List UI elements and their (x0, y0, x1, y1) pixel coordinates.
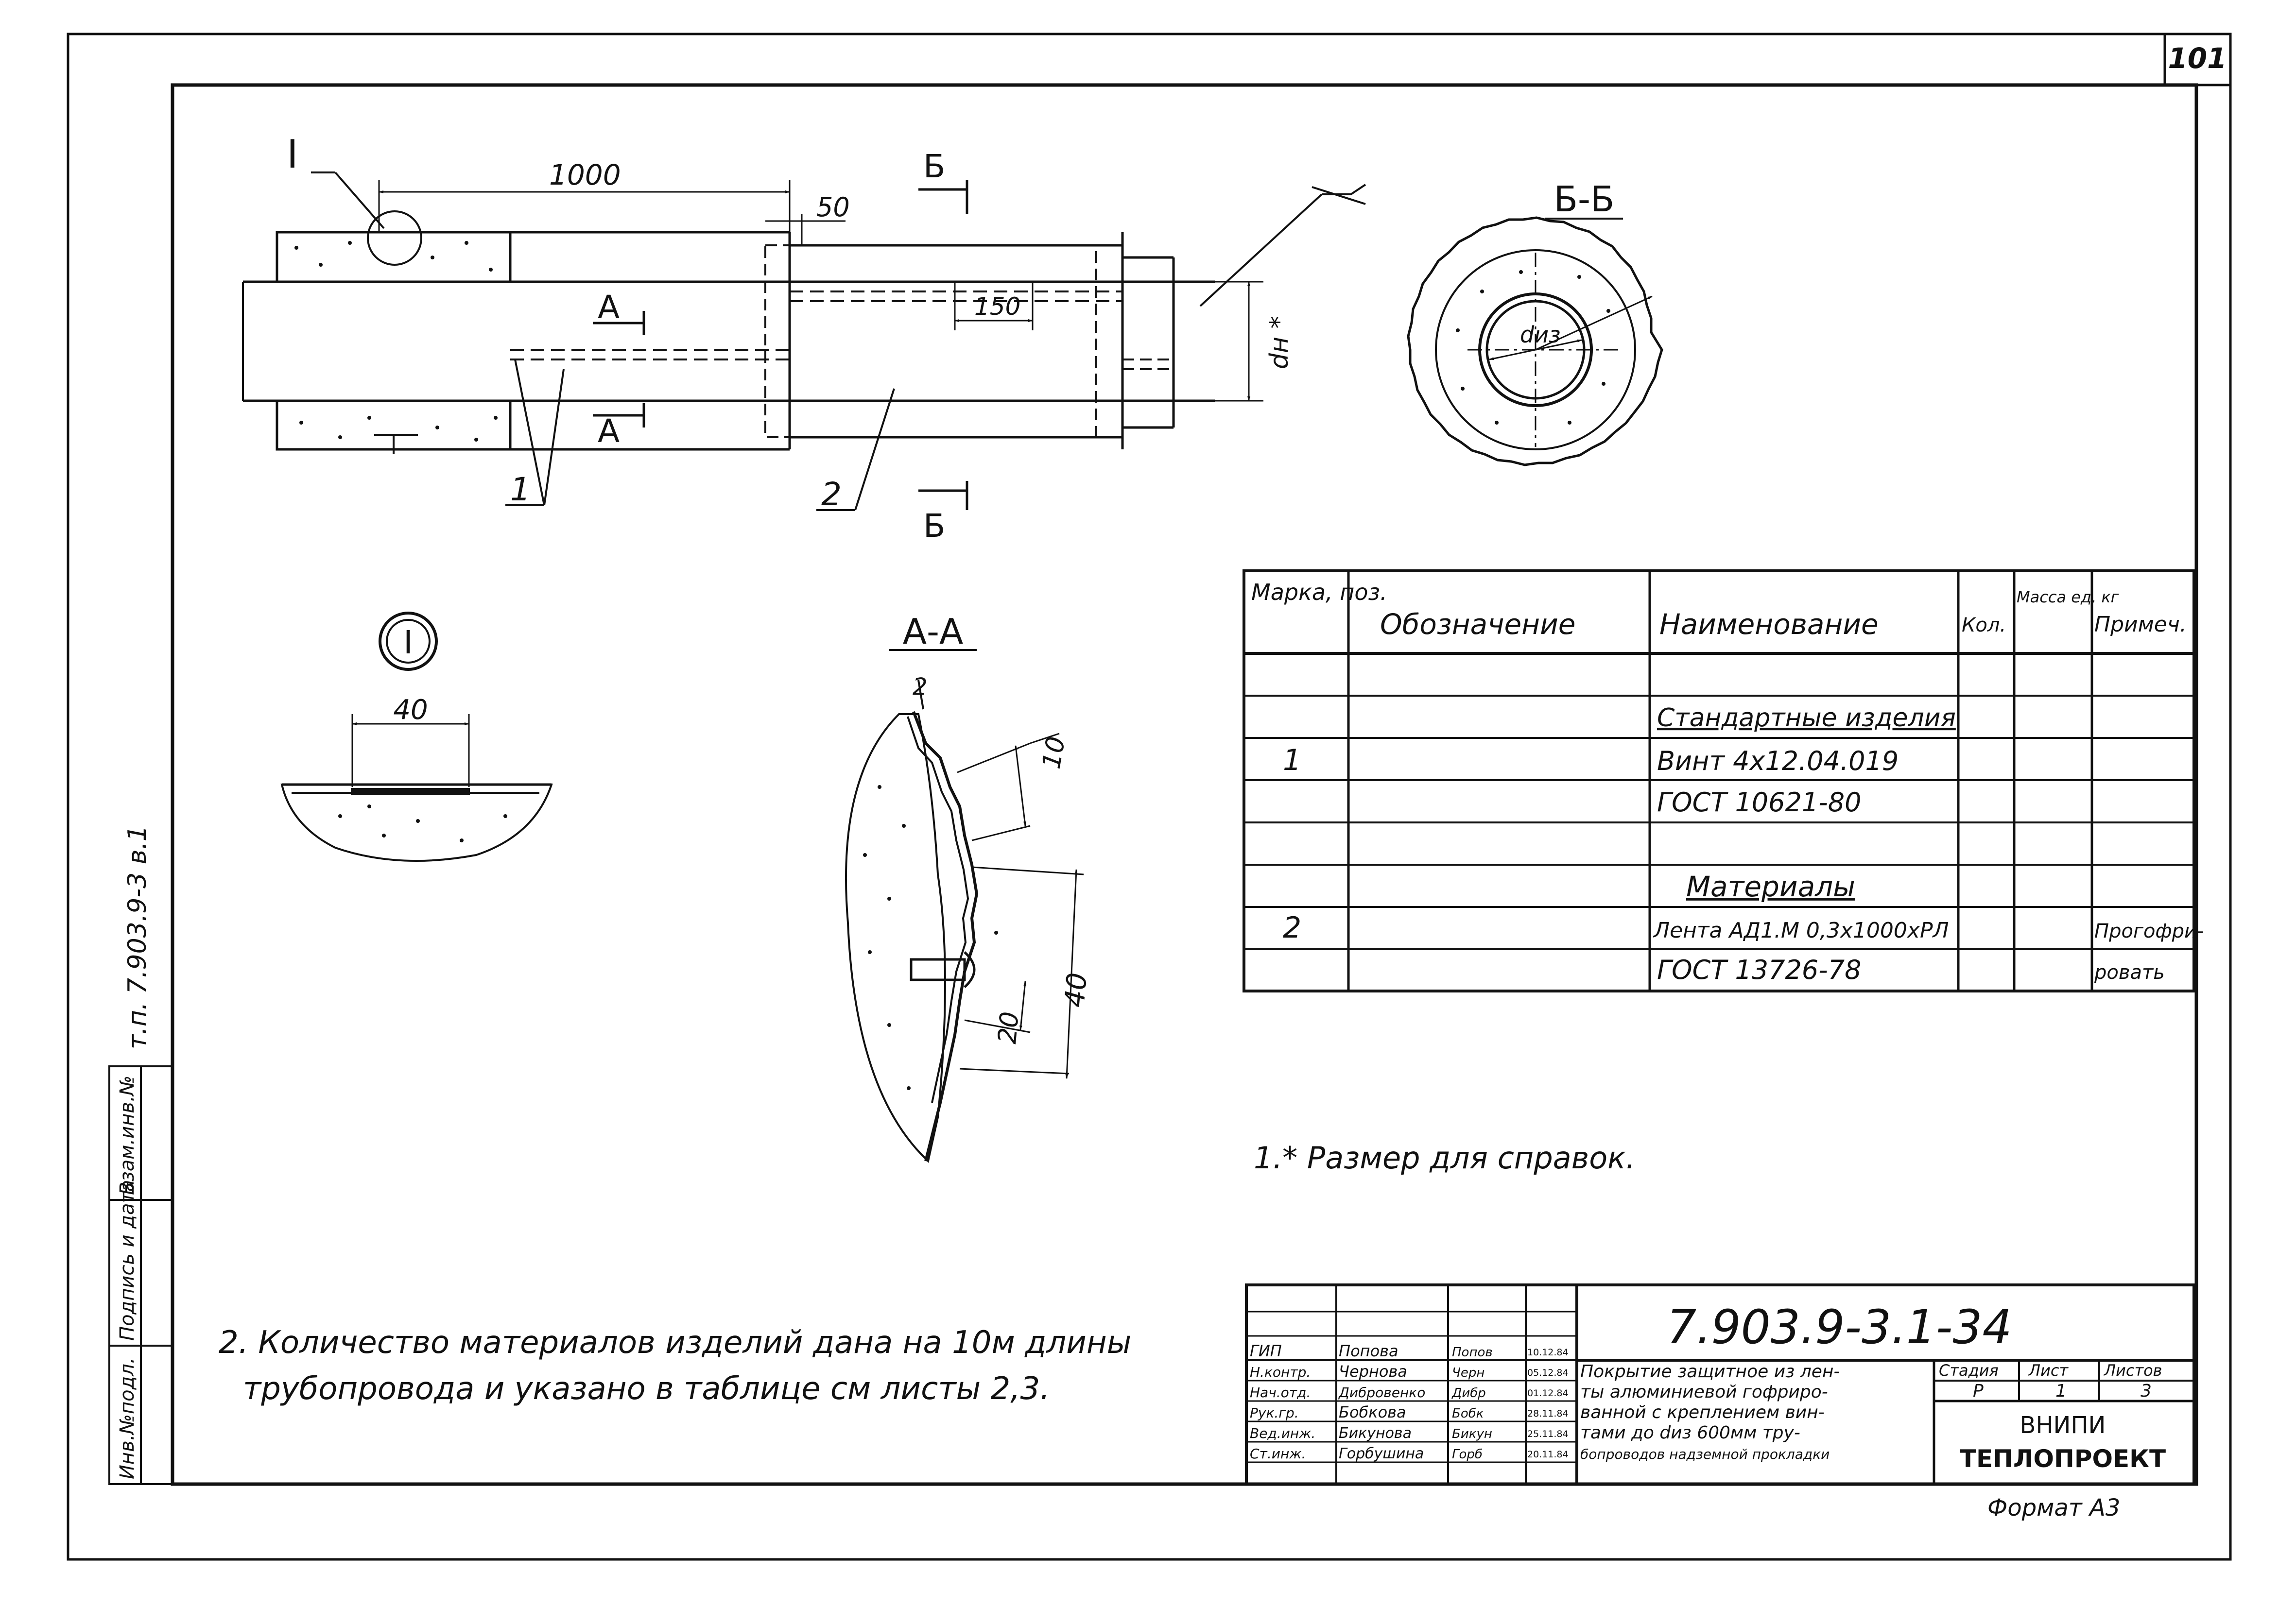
title-line: ванной с креплением вин- (1580, 1402, 1825, 1422)
date: 28.11.84 (1527, 1408, 1569, 1419)
spec-table-body (1283, 703, 2204, 985)
table-row: Стандартные изделия (1657, 703, 1956, 733)
table-row: Материалы (1686, 870, 1855, 903)
date: 20.11.84 (1527, 1449, 1569, 1460)
format-label: Формат А3 (1987, 1494, 2121, 1522)
role: Рук.гр. (1250, 1405, 1299, 1421)
sheet-value: 1 (2055, 1381, 2067, 1401)
table-row-note: ровать (2094, 961, 2165, 984)
side-label-sign: Подпись и дата (116, 1180, 138, 1341)
doc-code: 7.903.9-3.1-34 (1667, 1300, 2012, 1354)
table-row: Винт 4x12.04.019 (1657, 746, 1899, 776)
section-bb-title: Б-Б (1554, 179, 1615, 220)
side-label-inv: Инв.№подл. (116, 1357, 138, 1479)
insulation-speckles (294, 241, 498, 442)
table-row: Лента АД1.М 0,3x1000xРЛ (1654, 918, 1949, 943)
note-1: 1.* Размер для справок. (1254, 1140, 1636, 1176)
person-name: Горбушина (1339, 1445, 1424, 1462)
title-line: Покрытие защитное из лен- (1580, 1362, 1840, 1382)
header-mark: Марка, поз. (1251, 579, 1387, 605)
date: 05.12.84 (1527, 1368, 1569, 1378)
section-aa-pos-2: 2 (913, 673, 928, 701)
table-row-mark: 1 (1283, 743, 1302, 777)
role: Ст.инж. (1250, 1446, 1306, 1462)
title-line: тами до dиз 600мм тру- (1580, 1423, 1800, 1443)
dim-1000: 1000 (549, 158, 621, 191)
section-aa-title: А-А (902, 611, 964, 652)
role: ГИП (1250, 1342, 1282, 1360)
spec-table-header (1251, 579, 2187, 641)
header-qty: Кол. (1962, 614, 2006, 636)
org-line-2: ТЕПЛОПРОЕКТ (1959, 1445, 2166, 1473)
detail-i-dim-40: 40 (393, 694, 428, 726)
date: 01.12.84 (1527, 1388, 1569, 1399)
title-line: бопроводов надземной прокладки (1580, 1446, 1830, 1462)
table-row-note: Прогофри- (2094, 920, 2204, 942)
role: Нач.отд. (1250, 1385, 1311, 1401)
detail-i-marker: I (403, 624, 413, 661)
header-mass: Масса ед, кг (2017, 588, 2119, 606)
section-b-top: Б (923, 148, 946, 185)
section-aa-dim-20: 20 (993, 1010, 1025, 1045)
dim-dn: dн * (1265, 316, 1294, 369)
date: 25.11.84 (1527, 1429, 1569, 1439)
section-aa-dim-40: 40 (1059, 971, 1094, 1009)
table-row: ГОСТ 10621-80 (1657, 787, 1862, 818)
position-2: 2 (821, 476, 842, 513)
person-name: Чернова (1339, 1362, 1407, 1381)
detail-callout-i: I (287, 132, 298, 177)
person-name: Бобкова (1339, 1403, 1406, 1421)
side-label-zam: Взам.инв.№ (116, 1075, 138, 1195)
main-view (243, 172, 1365, 510)
signature: Дибр (1452, 1386, 1486, 1401)
side-archive-code: т.п. 7.903.9-3 в.1 (123, 825, 152, 1049)
org-line-1: ВНИПИ (2020, 1412, 2106, 1439)
dim-50: 50 (816, 192, 850, 222)
signature: Бикун (1452, 1427, 1492, 1441)
stage-value: Р (1973, 1381, 1984, 1401)
section-a-top: A (598, 289, 620, 326)
page-number-box (2165, 34, 2230, 85)
section-a-bottom: A (598, 412, 620, 450)
title-block-text (1580, 1300, 2166, 1473)
detail-i (282, 613, 552, 861)
section-b-bottom: Б (923, 507, 946, 545)
title-line: ты алюминиевой гофриро- (1580, 1382, 1828, 1402)
signature: Горб (1452, 1447, 1483, 1462)
table-row: ГОСТ 13726-78 (1657, 955, 1862, 985)
signature: Бобк (1452, 1406, 1484, 1421)
sheets-value: 3 (2141, 1381, 2152, 1401)
signature: Черн (1452, 1366, 1485, 1380)
section-aa-dim-10: 10 (1036, 734, 1071, 771)
header-note: Примеч. (2094, 612, 2187, 637)
stage-header: Стадия (1939, 1361, 1999, 1380)
date: 10.12.84 (1527, 1347, 1569, 1358)
sheets-header: Листов (2104, 1361, 2162, 1380)
section-aa (846, 611, 1093, 1161)
header-name: Наименование (1659, 608, 1879, 641)
diameter-label: dиз (1520, 322, 1561, 348)
role: Н.контр. (1250, 1364, 1311, 1380)
table-row-mark: 2 (1283, 911, 1302, 945)
note-2-line-2: трубопровода и указано в таблице см листы 2,3. (243, 1371, 1050, 1407)
signature: Попов (1452, 1345, 1493, 1360)
person-name: Попова (1339, 1342, 1398, 1360)
position-1: 1 (510, 471, 531, 508)
person-name: Дибровенко (1339, 1385, 1426, 1401)
role: Вед.инж. (1250, 1425, 1316, 1441)
sheet-header: Лист (2029, 1361, 2069, 1380)
dim-150: 150 (974, 292, 1021, 321)
header-designation: Обозначение (1380, 608, 1576, 641)
person-name: Бикунова (1339, 1425, 1412, 1442)
page-number: 101 (2168, 42, 2227, 75)
note-2-line-1: 2. Количество материалов изделий дана на 10м длины (219, 1325, 1132, 1361)
section-bb (1408, 179, 1662, 465)
